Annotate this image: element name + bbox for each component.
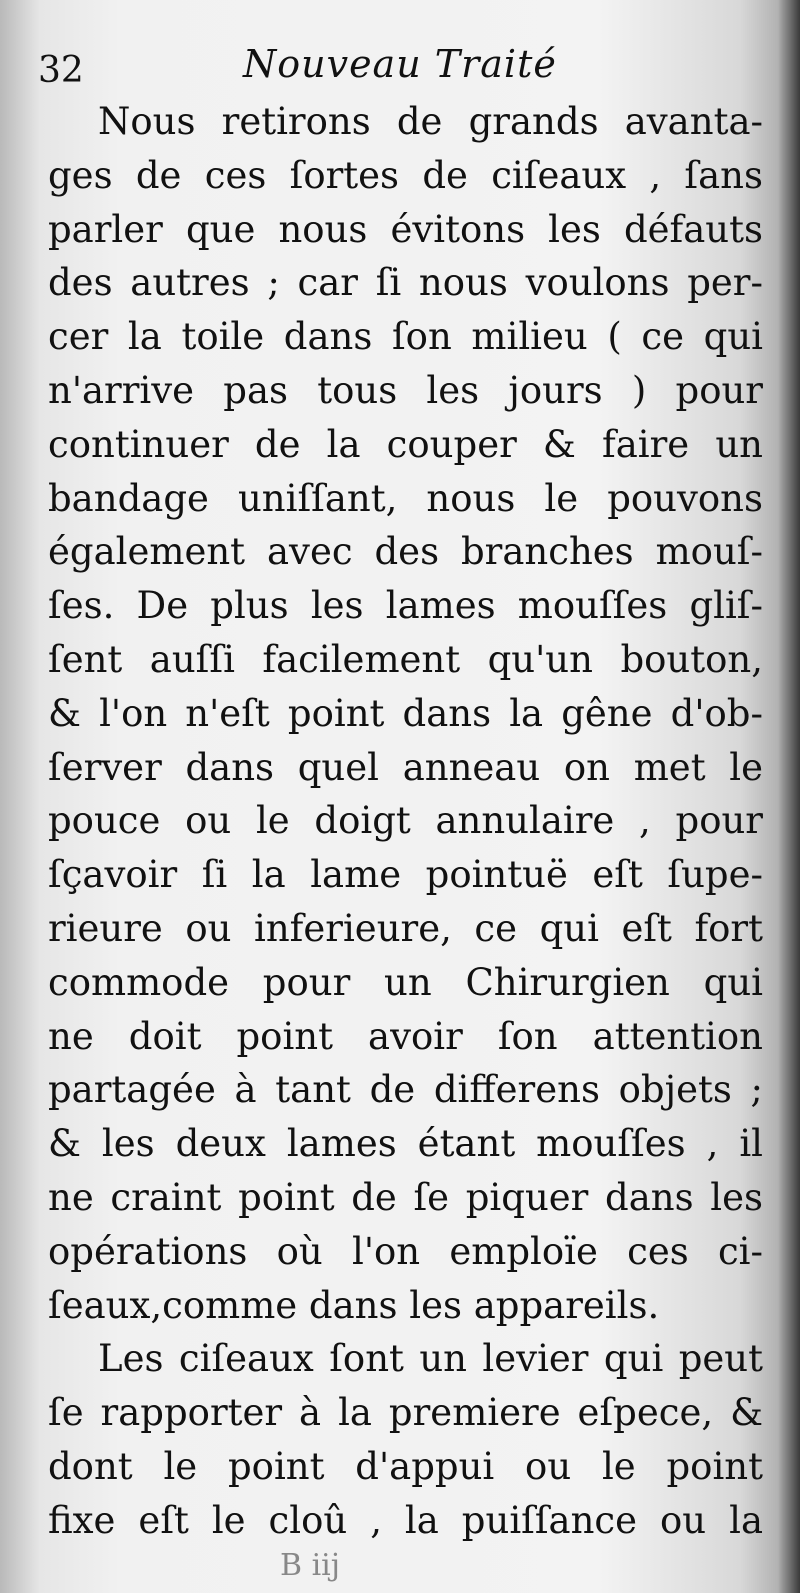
text-line: ne doit point avoir ſon attention (48, 1014, 763, 1058)
running-title: Nouveau Traité (243, 42, 557, 86)
page-header (38, 42, 758, 92)
body-text (48, 95, 763, 1548)
text-line: ſerver dans quel anneau on met le (48, 745, 763, 789)
text-line: & l'on n'eſt point dans la gêne d'ob- (48, 691, 763, 735)
text-line: ſent auſſi facilement qu'un bouton, (48, 637, 763, 681)
text-line: ne craint point de ſe piquer dans les (48, 1175, 763, 1219)
text-line: opérations où l'on emploïe ces ci- (48, 1229, 763, 1273)
text-line: ges de ces ſortes de ciſeaux , ſans (48, 153, 763, 197)
text-line: & les deux lames étant mouſſes , il (48, 1122, 763, 1166)
text-line: cer la toile dans ſon milieu ( ce qui (48, 315, 763, 359)
text-line: dont le point d'appui ou le point (48, 1444, 763, 1488)
text-line: parler que nous évitons les défauts (48, 207, 763, 251)
text-line: partagée à tant de differens objets ; (48, 1068, 763, 1112)
text-line: Les ciſeaux ſont un levier qui peut (98, 1337, 763, 1381)
text-line: continuer de la couper & faire un (48, 422, 763, 466)
page-number: 32 (38, 50, 84, 91)
text-line: pouce ou le doigt annulaire , pour (48, 799, 763, 843)
text-line: rieure ou inferieure, ce qui eſt fort (48, 906, 763, 950)
text-line: également avec des branches mouſ- (48, 530, 763, 574)
text-line: des autres ; car ſi nous voulons per- (48, 261, 763, 305)
text-line: ſes. De plus les lames mouſſes gliſ- (48, 584, 763, 628)
text-line: n'arrive pas tous les jours ) pour (48, 368, 763, 412)
page-gutter-shadow (778, 0, 800, 1593)
text-line: ſçavoir ſi la lame pointuë eſt ſupe- (48, 853, 763, 897)
text-line: Nous retirons de grands avanta- (98, 100, 763, 143)
text-line: ſeaux,comme dans les appareils. (48, 1283, 660, 1327)
text-line: commode pour un Chirurgien qui (48, 960, 763, 1004)
text-line: bandage uniſſant, nous le pouvons (48, 476, 763, 520)
signature-mark: B iij (280, 1548, 341, 1583)
text-line: fixe eſt le cloû , la puiſſance ou la (48, 1498, 763, 1542)
text-line: ſe rapporter à la premiere eſpece, & (48, 1391, 763, 1435)
